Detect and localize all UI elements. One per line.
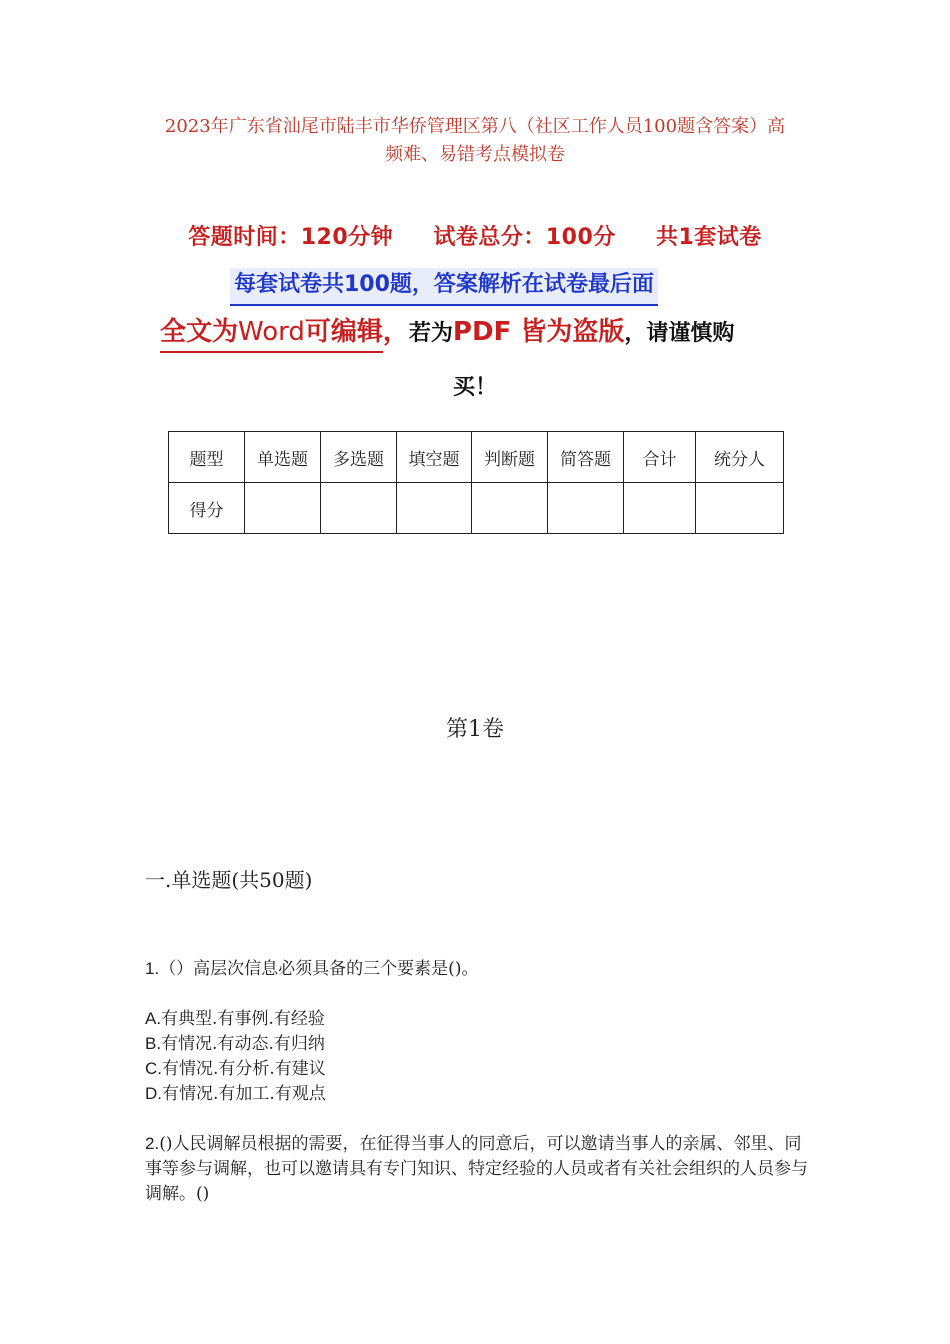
- title-line-1: 2023年广东省汕尾市陆丰市华侨管理区第八（社区工作人员100题含答案）高: [164, 116, 786, 137]
- score-table-header: 多选题: [321, 432, 397, 483]
- score-table-header: 合计: [624, 432, 696, 483]
- option-d: [145, 1081, 326, 1107]
- document-title: [120, 113, 830, 169]
- score-cell[interactable]: [397, 483, 472, 534]
- score-cell[interactable]: [245, 483, 321, 534]
- question-number: 2.: [145, 1134, 160, 1153]
- score-cell[interactable]: [696, 483, 784, 534]
- exam-total-score: 试卷总分：100分: [433, 225, 616, 250]
- option-letter: D.: [145, 1084, 162, 1103]
- option-letter: B.: [145, 1034, 162, 1053]
- exam-meta: [0, 220, 950, 251]
- score-table-row: [169, 483, 784, 534]
- option-c: [145, 1056, 326, 1082]
- question-text: （）高层次信息必须具备的三个要素是()。: [159, 959, 479, 979]
- score-table-header: 简答题: [548, 432, 624, 483]
- option-letter: C.: [145, 1059, 162, 1078]
- notice-text-5: 请谨慎购: [646, 321, 735, 346]
- score-table-header: 题型: [169, 432, 245, 483]
- score-cell[interactable]: [624, 483, 696, 534]
- exam-time: 答题时间：120分钟: [188, 225, 394, 250]
- question-number: 1.: [145, 959, 160, 978]
- notice-text-2: 可编辑: [304, 317, 383, 347]
- editable-notice: [160, 317, 383, 353]
- notice-word: Word: [238, 317, 305, 347]
- volume-heading: 第1卷: [446, 717, 504, 742]
- option-letter: A.: [145, 1009, 162, 1028]
- title-line-2: 频难、易错考点模拟卷: [385, 144, 565, 165]
- notice-text-1: 全文为: [160, 317, 239, 347]
- score-table-header: 判断题: [472, 432, 548, 483]
- score-cell[interactable]: [548, 483, 624, 534]
- notice-comma-2: ，: [624, 321, 647, 346]
- score-table-header: 填空题: [397, 432, 472, 483]
- score-table-header: 单选题: [245, 432, 321, 483]
- piracy-notice: [160, 312, 734, 354]
- score-row-label: 得分: [169, 483, 245, 534]
- option-text: 有情况.有分析.有建议: [162, 1059, 326, 1079]
- option-text: 有情况.有动态.有归纳: [161, 1034, 325, 1054]
- score-cell[interactable]: [321, 483, 397, 534]
- score-table: [168, 431, 784, 534]
- option-a: [145, 1006, 325, 1032]
- section-heading: 一.单选题(共50题): [145, 868, 313, 892]
- question-2: [145, 1131, 815, 1207]
- question-text: ()人民调解员根据的需要，在征得当事人的同意后，可以邀请当事人的亲属、邻里、同事等参与调解，也可以邀请具有专门知识、特定经验的人员或者有关社会组织的人员参与调解。(): [145, 1134, 808, 1204]
- notice-text-3: 若为: [408, 321, 453, 346]
- option-text: 有情况.有加工.有观点: [162, 1084, 326, 1104]
- option-text: 有典型.有事例.有经验: [161, 1009, 325, 1029]
- option-b: [145, 1031, 325, 1057]
- notice-pdf-piracy: PDF 皆为盗版: [452, 317, 625, 347]
- question-1: [145, 956, 815, 982]
- score-table-header: 统分人: [696, 432, 784, 483]
- score-cell[interactable]: [472, 483, 548, 534]
- exam-set-count: 共1套试卷: [655, 225, 762, 250]
- notice-buy: 买！: [452, 375, 497, 400]
- notice-comma-1: ，: [382, 317, 409, 347]
- answer-notice: 每套试卷共100题，答案解析在试卷最后面: [230, 268, 658, 306]
- score-table-header-row: [169, 432, 784, 483]
